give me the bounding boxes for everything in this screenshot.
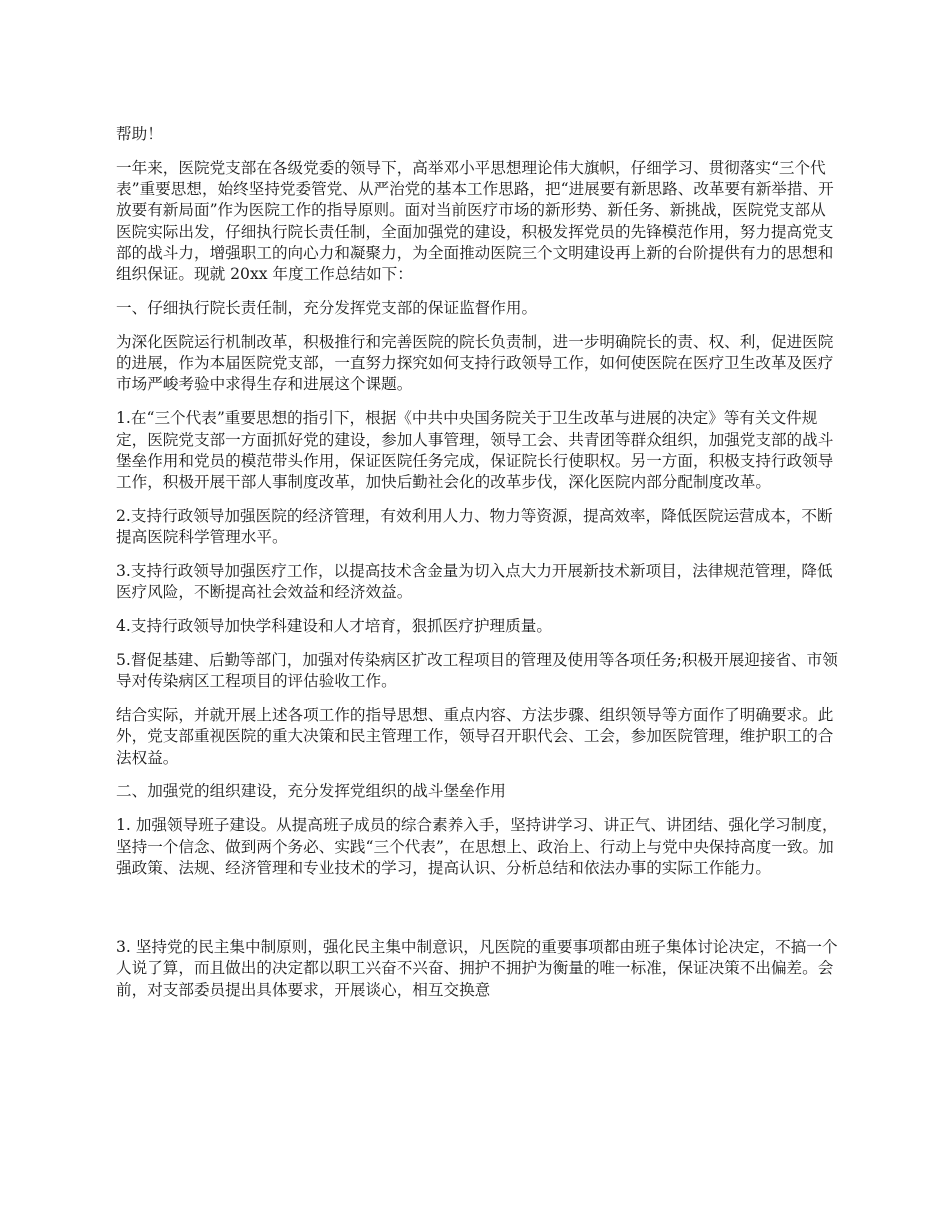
paragraph-intro: 一年来，医院党支部在各级党委的领导下，高举邓小平思想理论伟大旗帜，仔细学习、贯彻落实“三个代表”重要思想，始终坚持党委管党、从严治党的基本工作思路，把“进展要有新思路、改革要有新举措、开放要有新局面”作为医院工作的指导原则。面对当前医疗市场的新形势、新任务、新挑战，医院党支部从医院实际出发，仔细执行院长责任制，全面加强党的建设，积极发挥党员的先锋模范作用，努力提高党支部的战斗力，增强职工的向心力和凝聚力，为全面推动医院三个文明建设再上新的台阶提供有力的思想和组织保证。现就 20xx 年度工作总结如下： bbox=[116, 158, 834, 284]
list-item-1-5: 5.督促基建、后勤等部门，加强对传染病区扩改工程项目的管理及使用等各项任务;积极开展迎接省、市领导对传染病区工程项目的评估验收工作。 bbox=[116, 650, 838, 691]
section-heading-2: 二、加强党的组织建设，充分发挥党组织的战斗堡垒作用 bbox=[116, 782, 506, 801]
document-body bbox=[116, 124, 838, 1014]
list-item-1-1: 1.在“三个代表”重要思想的指引下，根据《中共中央国务院关于卫生改革与进展的决定》等有关文件规定，医院党支部一方面抓好党的建设，参加人事管理，领导工会、共青团等群众组织，加强党支部的战斗堡垒作用和党员的模范带头作用，保证医院任务完成，保证院长行使职权。另一方面，积极支持行政领导工作，积极开展干部人事制度改革，加快后勤社会化的改革步伐，深化医院内部分配制度改革。 bbox=[116, 409, 834, 492]
list-item-1-4: 4.支持行政领导加快学科建设和人才培育，狠抓医疗护理质量。 bbox=[116, 617, 552, 636]
list-item-2-3: 3. 坚持党的民主集中制原则，强化民主集中制意识，凡医院的重要事项都由班子集体讨论决定，不搞一个人说了算，而且做出的决定都以职工兴奋不兴奋、拥护不拥护为衡量的唯一标准，保证决策不出偏差。会前，对支部委员提出具体要求，开展谈心，相互交换意 bbox=[116, 938, 838, 999]
list-item-1-2: 2.支持行政领导加强医院的经济管理，有效利用人力、物力等资源，提高效率，降低医院运营成本，不断提高医院科学管理水平。 bbox=[116, 506, 833, 547]
list-item-2-1: 1. 加强领导班子建设。从提高班子成员的综合素养入手，坚持讲学习、讲正气、讲团结、强化学习制度，坚持一个信念、做到两个务必、实践“三个代表”，在思想上、政治上、行动上与党中央保持高度一致。加强政策、法规、经济管理和专业技术的学习，提高认识、分析总结和依法办事的实际工作能力。 bbox=[116, 816, 838, 877]
section-heading-1: 一、仔细执行院长责任制，充分发挥党支部的保证监督作用。 bbox=[116, 299, 538, 318]
list-item-1-3: 3.支持行政领导加强医疗工作，以提高技术含金量为切入点大力开展新技术新项目，法律规范管理，降低医疗风险，不断提高社会效益和经济效益。 bbox=[116, 562, 833, 602]
paragraph-section-1-intro: 为深化医院运行机制改革，积极推行和完善医院的院长负责制，进一步明确院长的责、权、利，促进医院的进展，作为本届医院党支部，一直努力探究如何支持行政领导工作，如何使医院在医疗卫生改革及医疗市场严峻考验中求得生存和进展这个课题。 bbox=[116, 332, 834, 394]
paragraph-closing-fragment: 帮助！ bbox=[116, 125, 163, 143]
paragraph-section-1-summary: 结合实际，并就开展上述各项工作的指导思想、重点内容、方法步骤、组织领导等方面作了明确要求。此外，党支部重视医院的重大决策和民主管理工作，领导召开职代会、工会，参加医院管理，维护职工的合法权益。 bbox=[116, 706, 834, 767]
